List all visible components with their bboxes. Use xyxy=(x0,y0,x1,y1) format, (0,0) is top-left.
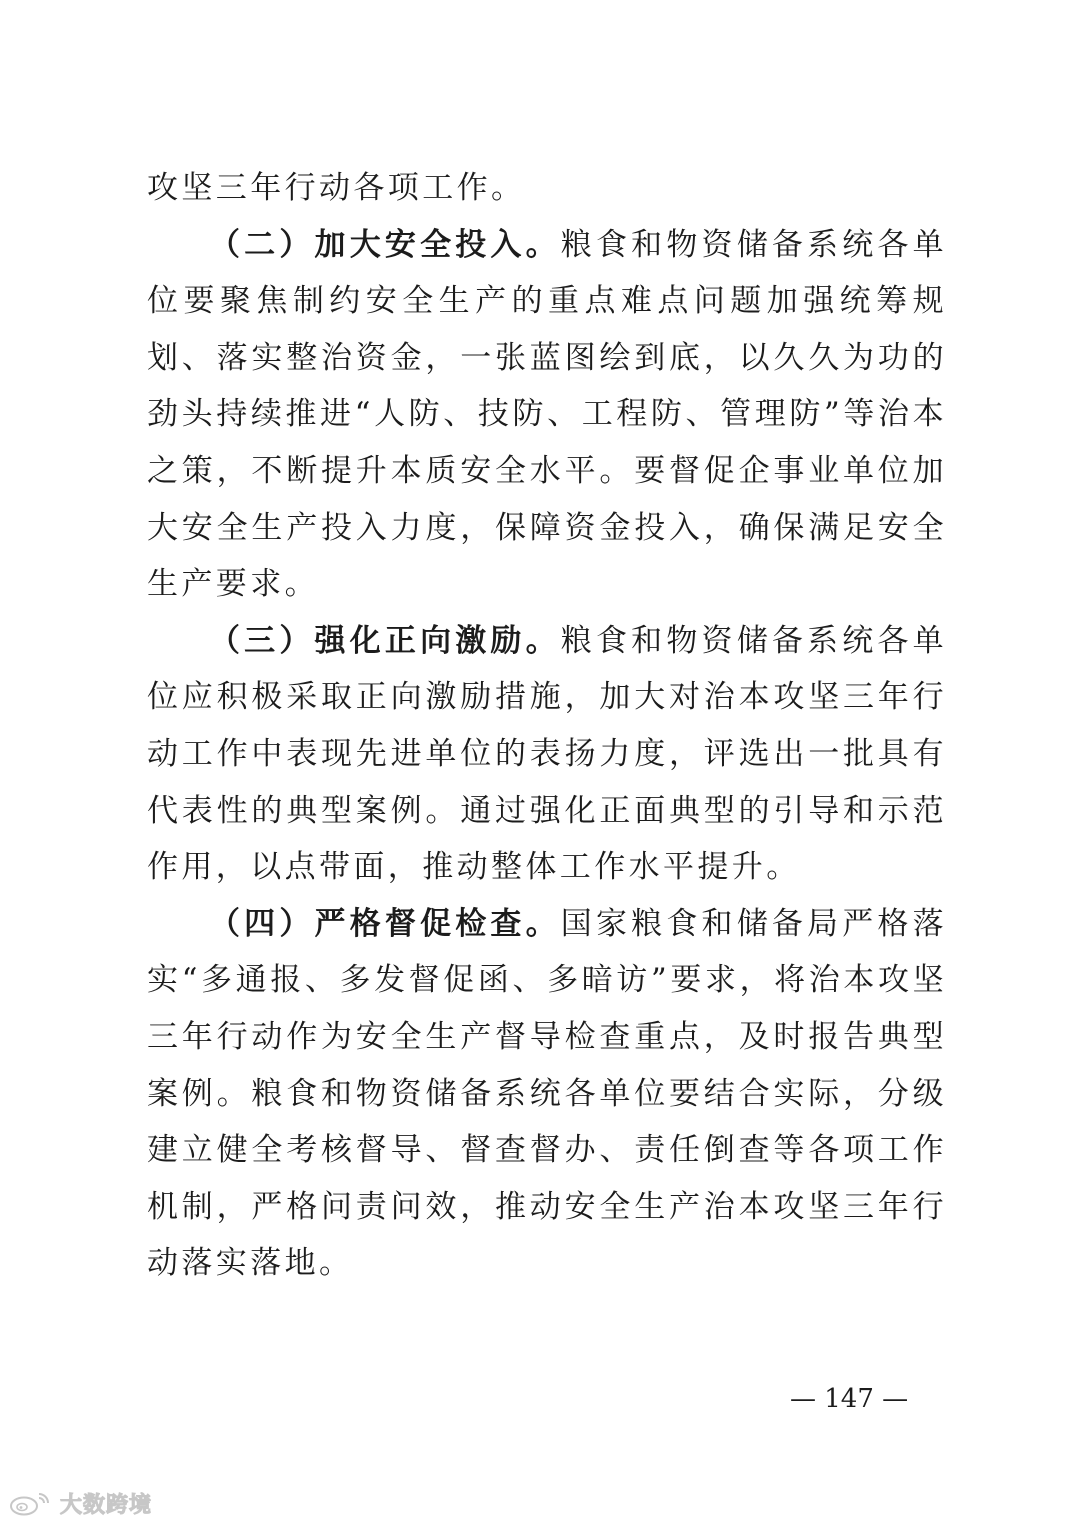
paragraph-body: 国家粮食和储备局严格落实“多通报、多发督促函、多暗访”要求，将治本攻坚三年行动作为安全生产督导检查重点，及时报告典型案例。粮食和物资储备系统各单位要结合实际，分级建立健全考核督导、督查督办、责任倒查等各项工作机制，严格问责问效，推动安全生产治本攻坚三年行动落实落地。 xyxy=(147,905,947,1282)
paragraph-continuation xyxy=(147,160,947,217)
paragraph-body: 攻坚三年行动各项工作。 xyxy=(147,170,526,206)
section-heading: （二）加大安全投入。 xyxy=(209,226,561,263)
page-number: — 147 — xyxy=(790,1384,909,1414)
paragraph-section-2 xyxy=(147,217,947,613)
paragraph-section-3 xyxy=(147,613,947,896)
document-body xyxy=(147,160,947,1292)
watermark xyxy=(8,1487,152,1519)
section-heading: （四）严格督促检查。 xyxy=(209,905,561,942)
watermark-text: 大数跨境 xyxy=(60,1492,153,1518)
paragraph-body: 粮食和物资储备系统各单位应积极采取正向激励措施，加大对治本攻坚三年行动工作中表现先进单位的表扬力度，评选出一批具有代表性的典型案例。通过强化正面典型的引导和示范作用，以点带面，推动整体工作水平提升。 xyxy=(147,622,947,886)
section-heading: （三）强化正向激励。 xyxy=(209,622,561,659)
weibo-logo-icon xyxy=(8,1490,54,1516)
paragraph-section-4 xyxy=(147,896,947,1292)
paragraph-body: 粮食和物资储备系统各单位要聚焦制约安全生产的重点难点问题加强统筹规划、落实整治资金，一张蓝图绘到底，以久久为功的劲头持续推进“人防、技防、工程防、管理防”等治本之策，不断提升本质安全水平。要督促企事业单位加大安全生产投入力度，保障资金投入，确保满足安全生产要求。 xyxy=(147,226,947,603)
